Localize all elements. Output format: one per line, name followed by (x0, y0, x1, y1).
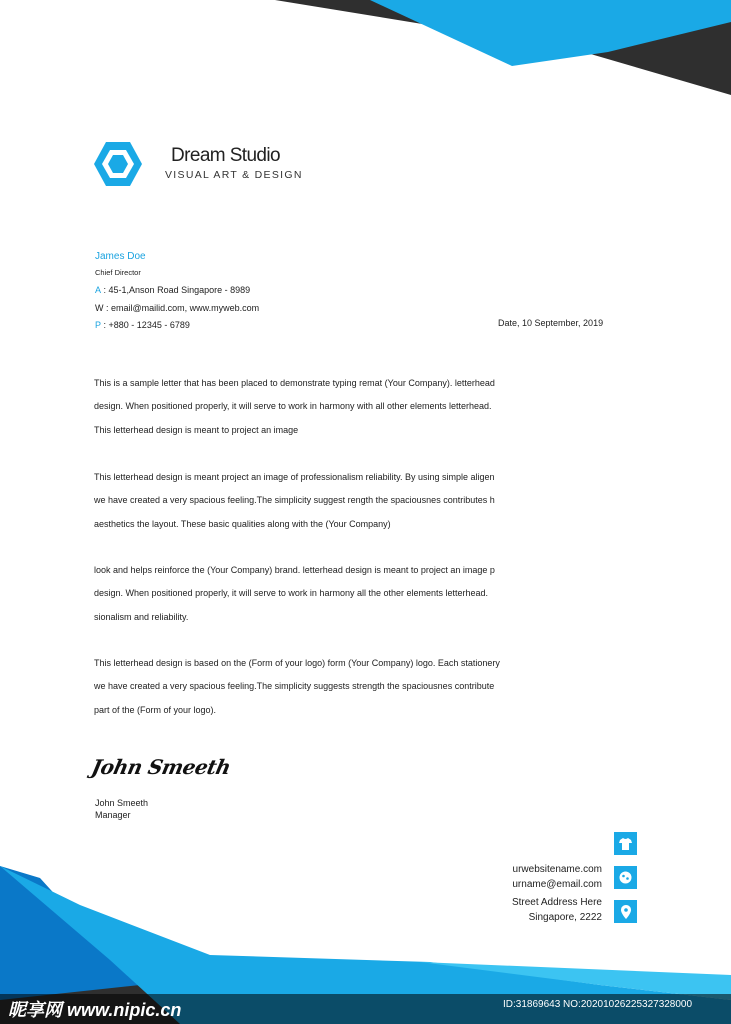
location-pin-icon (614, 900, 637, 923)
watermark-id: ID:31869643 NO:20201026225327328000 (503, 999, 693, 1010)
letter-date: Date, 10 September, 2019 (498, 318, 604, 328)
body-line: we have created a very spacious feeling.The simplicity suggest rength the spaciousnes contributes h (94, 495, 495, 506)
footer-email: urname@email.com (512, 879, 602, 890)
body-line: design. When positioned properly, it will serve to work in harmony with all other elements letterhead. (94, 401, 492, 412)
body-line: look and helps reinforce the (Your Company) brand. letterhead design is meant to project an image p (94, 565, 495, 575)
sender-web (95, 303, 259, 313)
phone-label: P (95, 320, 102, 330)
body-paragraph-4 (94, 652, 594, 722)
hexagon-icon (93, 141, 143, 187)
phone-value: : +880 - 12345 - 6789 (103, 320, 190, 330)
signature-script: John Smeeth (89, 755, 233, 779)
watermark-site: 昵享网 www.nipic.cn (8, 1000, 182, 1020)
address-label: A (95, 285, 102, 295)
body-line: part of the (Form of your logo). (94, 704, 217, 715)
body-paragraph-3 (94, 559, 594, 629)
signature-role: Manager (95, 810, 131, 820)
body-line: we have created a very spacious feeling.The simplicity suggests strength the spaciousnes contribute (94, 681, 495, 692)
footer-website: urwebsitename.com (512, 864, 602, 875)
body-line: This letterhead design is meant to project an image (94, 424, 299, 435)
shirt-icon (614, 832, 637, 855)
footer-street: Street Address Here (511, 897, 602, 908)
footer-city: Singapore, 2222 (528, 912, 602, 923)
signature-name: John Smeeth (95, 798, 149, 808)
web-label: W (95, 303, 104, 313)
body-line: sionalism and reliability. (94, 611, 189, 622)
phone-icon (614, 866, 637, 889)
brand-name: Dream Studio (171, 145, 280, 166)
body-line: This is a sample letter that has been placed to demonstrate typing remat (Your Company). letterhead (94, 378, 495, 388)
sender-name: James Doe (95, 251, 146, 262)
sender-phone (95, 320, 190, 330)
address-value: : 45-1,Anson Road Singapore - 8989 (103, 285, 251, 295)
body-line: aesthetics the layout. These basic qualities along with the (Your Company) (94, 518, 391, 529)
body-line: design. When positioned properly, it will serve to work in harmony all the other elements letterhead. (94, 588, 489, 599)
web-value: : email@mailid.com, www.myweb.com (106, 303, 260, 313)
sender-address (95, 285, 250, 295)
body-paragraph-2 (94, 466, 594, 536)
body-paragraph-1 (94, 372, 594, 442)
body-line: This letterhead design is meant project an image of professionalism reliability. By using simple aligen (94, 472, 495, 482)
sender-title: Chief Director (95, 268, 141, 277)
brand-tagline: VISUAL ART & DESIGN (165, 169, 303, 181)
body-line: This letterhead design is based on the (Form of your logo) form (Your Company) logo. Each stationery (94, 658, 500, 668)
